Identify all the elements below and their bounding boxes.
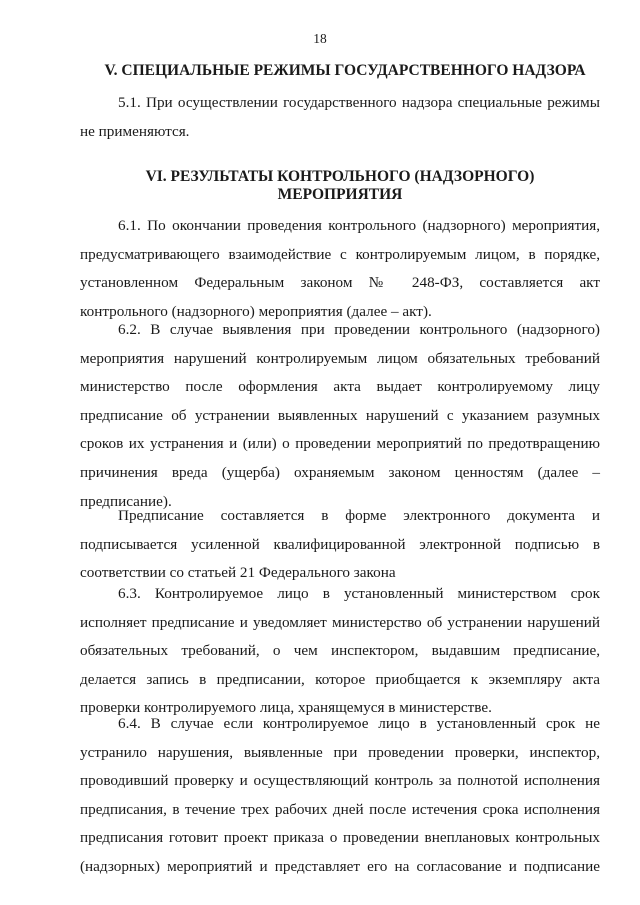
paragraph-5-1: [80, 89, 600, 146]
paragraph-line: Предписание составляется в форме электронного документа и: [118, 507, 600, 524]
paragraph-line: обязательных требований, о чем инспектором, выдавшим предписание,: [80, 642, 600, 660]
paragraph-line: (надзорных) мероприятий и представляет его на согласование и подписание: [80, 857, 600, 875]
section-6-heading-line2: МЕРОПРИЯТИЯ: [277, 186, 403, 203]
paragraph-line: соответствии со статьей 21 Федерального закона: [80, 564, 396, 582]
paragraph-line: проверки контролируемого лица, хранящемуся в министерстве.: [80, 699, 492, 717]
paragraph-6-2: [80, 316, 600, 516]
paragraph-6-2-continued: [80, 502, 600, 588]
paragraph-line: предусматривающего взаимодействие с контролируемым лицом, в порядке,: [80, 245, 600, 263]
paragraph-line: мероприятия нарушений контролируемым лицом обязательных требований: [80, 349, 600, 367]
paragraph-line: 6.2. В случае выявления при проведении контрольного (надзорного): [118, 321, 600, 338]
paragraph-line: предписание).: [80, 492, 172, 510]
paragraph-line: устранило нарушения, выявленные при проведении проверки, инспектор,: [80, 743, 600, 761]
page-number: 18: [313, 31, 327, 46]
section-6-heading-line1: VI. РЕЗУЛЬТАТЫ КОНТРОЛЬНОГО (НАДЗОРНОГО): [145, 168, 535, 185]
paragraph-6-1: [80, 212, 600, 326]
paragraph-line: министерство после оформления акта выдает контролируемому лицу: [80, 378, 600, 396]
paragraph-line: 6.3. Контролируемое лицо в установленный министерством срок: [118, 585, 600, 602]
paragraph-line: предписания готовит проект приказа о проведении внеплановых контрольных: [80, 829, 600, 847]
paragraph-line: 5.1. При осуществлении государственного надзора специальные режимы: [118, 94, 600, 111]
paragraph-line: предписания, в течение трех рабочих дней после истечения срока исполнения: [80, 800, 600, 818]
paragraph-line: не применяются.: [80, 122, 190, 140]
section-6-heading: [80, 168, 600, 204]
paragraph-line: причинения вреда (ущерба) охраняемым законом ценностям (далее –: [80, 463, 600, 481]
paragraph-line: предписание об устранении выявленных нарушений с указанием разумных: [80, 406, 600, 424]
paragraph-6-3: [80, 580, 600, 723]
section-5-heading: V. СПЕЦИАЛЬНЫЕ РЕЖИМЫ ГОСУДАРСТВЕННОГО НАДЗОРА: [104, 62, 586, 79]
paragraph-line: проводивший проверку и осуществляющий контроль за полнотой исполнения: [80, 772, 600, 790]
paragraph-6-4: [80, 710, 600, 882]
paragraph-line: сроков их устранения и (или) о проведении мероприятий по предотвращению: [80, 435, 600, 453]
paragraph-line: исполняет предписание и уведомляет министерство об устранении нарушений: [80, 613, 600, 631]
paragraph-line: установленном Федеральным законом № 248-ФЗ, составляется акт: [80, 274, 600, 292]
paragraph-line: 6.1. По окончании проведения контрольного (надзорного) мероприятия,: [118, 217, 600, 234]
paragraph-line: 6.4. В случае если контролируемое лицо в установленный срок не: [118, 715, 600, 732]
paragraph-line: делается запись в предписании, которое приобщается к экземпляру акта: [80, 670, 600, 688]
paragraph-line: подписывается усиленной квалифицированной электронной подписью в: [80, 535, 600, 553]
paragraph-line: контрольного (надзорного) мероприятия (далее – акт).: [80, 302, 432, 320]
